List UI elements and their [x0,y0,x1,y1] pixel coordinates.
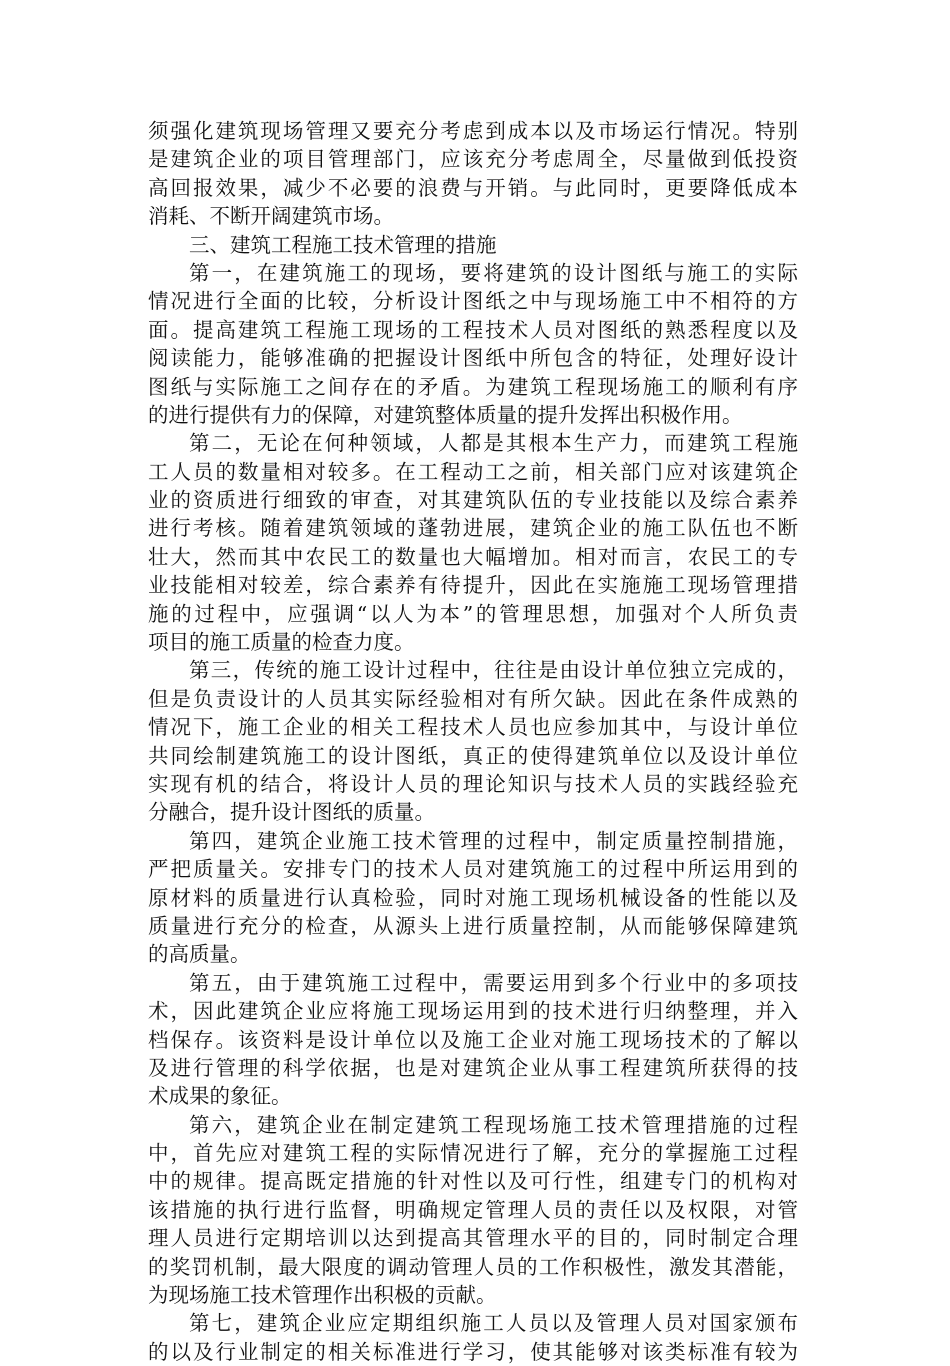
paragraph-measure-4 [148,827,798,969]
text-line: 第五，由于建筑施工过程中，需要运用到多个行业中的多项技 [189,970,798,995]
text-line: 实现有机的结合，将设计人员的理论知识与技术人员的实践经验充 [148,771,798,796]
text-line: 为现场施工技术管理作出积极的贡献。 [148,1283,497,1308]
text-line: 第四，建筑企业施工技术管理的过程中，制定质量控制措施， [189,828,798,853]
text-line: 理人员进行定期培训以达到提高其管理水平的目的，同时制定合理 [148,1226,798,1251]
paragraph-measure-1 [148,259,798,429]
text-line: 原材料的质量进行认真检验，同时对施工现场机械设备的性能以及 [148,885,798,910]
text-line: 的奖罚机制，最大限度的调动管理人员的工作积极性，激发其潜能， [148,1254,798,1279]
text-line: 面。提高建筑工程施工现场的工程技术人员对图纸的熟悉程度以及 [148,317,798,342]
text-line: 施的过程中，应强调“以人为本”的管理思想，加强对个人所负责 [148,601,798,626]
text-line: 术成果的象征。 [148,1084,292,1109]
text-line: 质量进行充分的检查，从源头上进行质量控制，从而能够保障建筑 [148,913,798,938]
paragraph-market-intro [148,117,798,231]
text-line: 的以及行业制定的相关标准进行学习，使其能够对该类标准有较为 [148,1339,798,1364]
text-line: 的高质量。 [148,942,251,967]
text-line: 业的资质进行细致的审查，对其建筑队伍的专业技能以及综合素养 [148,488,798,513]
text-line: 中，首先应对建筑工程的实际情况进行了解，充分的掌握施工过程 [148,1141,798,1166]
text-line: 第七，建筑企业应定期组织施工人员以及管理人员对国家颁布 [189,1311,798,1336]
text-line: 情况进行全面的比较，分析设计图纸之中与现场施工中不相符的方 [148,289,798,314]
text-line: 第一，在建筑施工的现场，要将建筑的设计图纸与施工的实际 [189,260,798,285]
text-line: 分融合，提升设计图纸的质量。 [148,800,435,825]
section-heading [148,231,798,259]
text-line: 情况下，施工企业的相关工程技术人员也应参加其中，与设计单位 [148,715,798,740]
text-line: 该措施的执行进行监督，明确规定管理人员的责任以及权限，对管 [148,1197,798,1222]
paragraph-measure-2 [148,429,798,656]
text-line: 项目的施工质量的检查力度。 [148,630,415,655]
text-line: 工人员的数量相对较多。在工程动工之前，相关部门应对该建筑企 [148,459,798,484]
text-line: 术，因此建筑企业应将施工现场运用到的技术进行归纳整理，并入 [148,999,798,1024]
text-line: 档保存。该资料是设计单位以及施工企业对施工现场技术的了解以 [148,1027,798,1052]
document-body [148,117,798,1366]
text-line: 第二，无论在何种领域，人都是其根本生产力，而建筑工程施 [189,431,798,456]
text-line: 阅读能力，能够准确的把握设计图纸中所包含的特征，处理好设计 [148,346,798,371]
text-line: 是建筑企业的项目管理部门，应该充分考虑周全，尽量做到低投资 [148,147,798,172]
text-line: 壮大，然而其中农民工的数量也大幅增加。相对而言，农民工的专 [148,544,798,569]
paragraph-measure-5 [148,969,798,1111]
text-line: 及进行管理的科学依据，也是对建筑企业从事工程建筑所获得的技 [148,1055,798,1080]
text-line: 的进行提供有力的保障，对建筑整体质量的提升发挥出积极作用。 [148,402,743,427]
paragraph-measure-7 [148,1309,798,1366]
section-heading-text: 三、建筑工程施工技术管理的措施 [189,232,497,257]
text-line: 第六，建筑企业在制定建筑工程现场施工技术管理措施的过程 [189,1112,798,1137]
text-line: 中的规律。提高既定措施的针对性以及可行性，组建专门的机构对 [148,1169,798,1194]
text-line: 但是负责设计的人员其实际经验相对有所欠缺。因此在条件成熟的 [148,686,798,711]
text-line: 须强化建筑现场管理又要充分考虑到成本以及市场运行情况。特别 [148,119,798,143]
text-line: 图纸与实际施工之间存在的矛盾。为建筑工程现场施工的顺利有序 [148,374,798,399]
paragraph-measure-6 [148,1111,798,1310]
text-line: 消耗、不断开阔建筑市场。 [148,204,394,229]
text-line: 业技能相对较差，综合素养有待提升，因此在实施施工现场管理措 [148,573,798,598]
paragraph-measure-3 [148,656,798,826]
text-line: 共同绘制建筑施工的设计图纸，真正的使得建筑单位以及设计单位 [148,743,798,768]
text-line: 严把质量关。安排专门的技术人员对建筑施工的过程中所运用到的 [148,857,798,882]
text-line: 高回报效果，减少不必要的浪费与开销。与此同时，更要降低成本 [148,175,798,200]
text-line: 进行考核。随着建筑领域的蓬勃进展，建筑企业的施工队伍也不断 [148,516,798,541]
text-line: 第三，传统的施工设计过程中，往往是由设计单位独立完成的， [189,658,798,683]
